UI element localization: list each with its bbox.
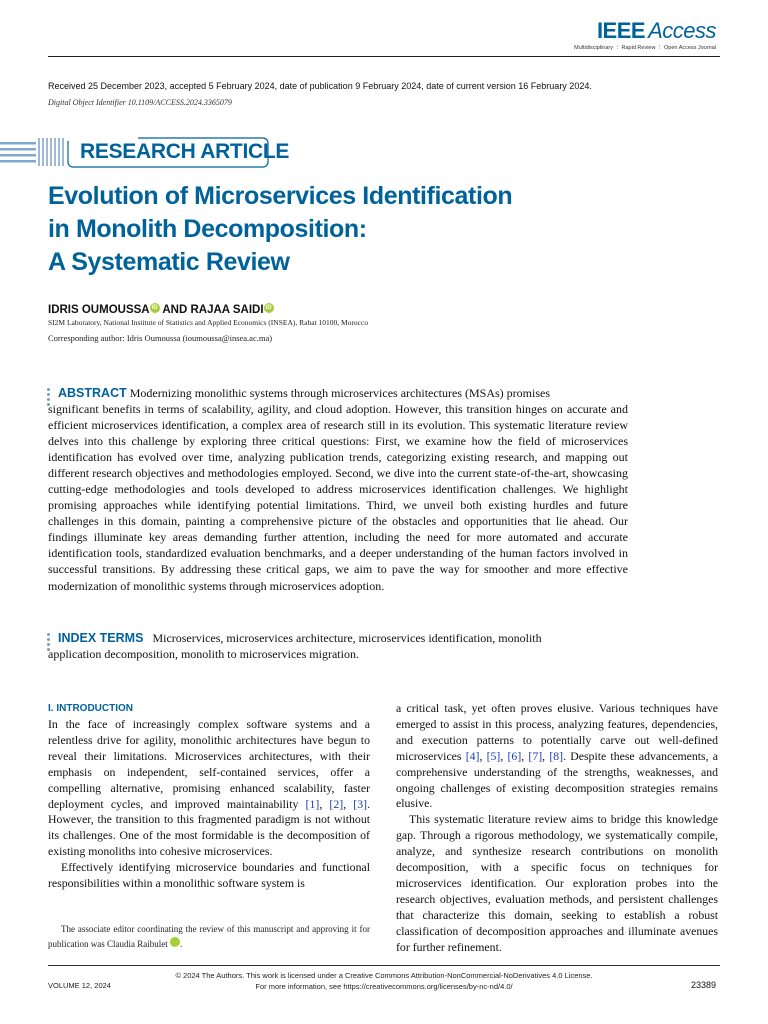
orcid-icon[interactable]: iD xyxy=(265,305,272,311)
index-terms-label: INDEX TERMS xyxy=(58,631,144,645)
paragraph-text: . Despite these advancements, a comprehensive understanding of the strengths, weaknesses, and ongoing challenges of existing decomposition strategies remains elusive. xyxy=(396,748,719,811)
header-divider xyxy=(48,56,720,57)
author-name: IDRIS OUMOUSSA xyxy=(48,304,150,316)
doi-line: Digital Object Identifier 10.1109/ACCESS.2024.3365079 xyxy=(48,98,232,107)
footer-divider xyxy=(48,965,720,966)
paper-title xyxy=(48,180,608,279)
citation-link[interactable]: [4] xyxy=(465,748,480,763)
orcid-icon[interactable]: iD xyxy=(170,937,180,947)
license-line-2[interactable]: For more information, see https://creativecommons.org/licenses/by-nc-nd/4.0/ xyxy=(255,982,513,991)
abstract-label: ABSTRACT xyxy=(58,386,127,400)
citation-link[interactable]: [3] xyxy=(353,796,368,811)
index-terms-lead: Microservices, microservices architecture, microservices identification, monolith xyxy=(152,631,542,645)
citation-link[interactable]: [5] xyxy=(486,748,501,763)
citation-link[interactable]: [6] xyxy=(507,748,522,763)
logo-access-text: Access xyxy=(648,18,716,43)
section-heading-introduction: I. INTRODUCTION xyxy=(48,703,133,714)
volume-label: VOLUME 12, 2024 xyxy=(48,981,111,990)
footnote-text: The associate editor coordinating the review of this manuscript and approving it for publication was Claudia Raibulet xyxy=(48,924,370,949)
citation-link[interactable]: [7] xyxy=(528,748,543,763)
journal-logo xyxy=(597,18,716,44)
index-terms-first-line xyxy=(58,630,628,646)
paragraph-text: . However, the transition to this fragmented paradigm is not without its challenges. One of the most formidable is the decomposition of existing monoliths into cohesive microservices. xyxy=(48,796,371,859)
abstract-text: significant benefits in terms of scalability, agility, and cloud adoption. However, this transition hinges on accurate and efficient microservices identification, a complex area of research still in its evolution. This systematic literature review delves into this challenge by exploring three critical questions: First, we examine how the field of microservices identification has evolved over time, analyzing publication trends, categorizing existing research, and mapping out different research objectives and methodologies employed. Second, we dive into the current state-of-the-art, showcasing cutting-edge methodologies and tools developed to address microservices identification challenges. We highlight promising approaches while identifying potential limitations. Third, we unveil both existing hurdles and future challenges in this domain, painting a comprehensive picture of the obstacles and opportunities that lie ahead. Our findings illuminate key areas demanding further attention, including the need for more automated and accurate identification tools, standardized evaluation benchmarks, and a deeper understanding of the human factors involved in successful transitions. By addressing these critical gaps, we aim to pave the way for smoother and more effective modernization of monolithic systems through microservices adoption. xyxy=(48,402,628,593)
citation-link[interactable]: [2] xyxy=(329,796,344,811)
intro-paragraph-3: a critical task, yet often proves elusive. Various techniques have emerged to assist in this process, analyzing features, dependencies, and execution patterns to potentially carve out well-defined microservices [4], [5], [6], [7], [8]. Despite these advancements, a comprehensive understanding of the strengths, weaknesses, and ongoing challenges of existing decomposition strategies remains elusive. xyxy=(396,701,719,811)
index-terms-continuation: application decomposition, monolith to microservices migration. xyxy=(48,647,359,661)
abstract-body xyxy=(48,401,628,594)
abstract-first-line xyxy=(58,385,628,401)
page-number: 23389 xyxy=(690,980,716,990)
intro-paragraph-1: In the face of increasingly complex software systems and a relentless drive for agility, monolithic architectures have begun to reveal their limitations. Microservices architectures, with their emphasis on independent, self-contained services, offer a compelling alternative, promising enhanced scalability, faster deployment cycles, and improved maintainability [1], [2], [3]. However, the transition to this fragmented paradigm is not without its challenges. One of the most formidable is the decomposition of existing monoliths into cohesive microservices. xyxy=(48,717,371,859)
affiliation: SI2M Laboratory, National Institute of Statistics and Applied Economics (INSEA), Rabat 10100, Morocco xyxy=(48,318,369,327)
paragraph-text: a critical task, yet often proves elusive. Various techniques have emerged to assist in this process, analyzing features, dependencies, and execution patterns to potentially carve out well-defined microservices xyxy=(396,701,718,763)
right-column xyxy=(396,701,718,956)
editor-footnote: The associate editor coordinating the review of this manuscript and approving it for publication was Claudia Raibulet iD. xyxy=(48,924,370,949)
intro-paragraph-4: This systematic literature review aims to bridge this knowledge gap. Through a rigorous methodology, we systematically compile, analyze, and synthesize research contributions on monolith decomposition, with a specific focus on techniques for microservices identification. Our exploration probes into the research objectives, evaluation methods, and persistent challenges that characterize this domain, seeking to establish a robust classification of decomposition approaches and illuminate avenues for further refinement. xyxy=(396,812,718,954)
left-column xyxy=(48,717,370,892)
title-line-3: A Systematic Review xyxy=(48,248,290,276)
author-list xyxy=(48,303,274,316)
citation-link[interactable]: [8] xyxy=(549,748,564,763)
publication-dates: Received 25 December 2023, accepted 5 February 2024, date of publication 9 February 2024, date of current version 16 February 2024. xyxy=(48,81,592,91)
paragraph-text: In the face of increasingly complex software systems and a relentless drive for agility, monolithic architectures have begun to reveal their limitations. Microservices architectures, with their emphasis on independent, self-contained services, offer a compelling alternative, promising enhanced scalability, faster deployment cycles, and improved maintainability xyxy=(48,717,370,811)
logo-ieee-text: IEEE xyxy=(596,18,646,43)
corresponding-author: Corresponding author: Idris Oumoussa (ioumoussa@insea.ac.ma) xyxy=(48,333,273,343)
title-line-1: Evolution of Microservices Identification xyxy=(48,182,513,210)
journal-tagline: Multidisciplinary ⋮ Rapid Review ⋮ Open Access Journal xyxy=(574,45,716,51)
abstract-lead: Modernizing monolithic systems through microservices architectures (MSAs) promises xyxy=(129,386,551,400)
author-name: AND RAJAA SAIDI xyxy=(162,304,264,316)
orcid-icon[interactable]: iD xyxy=(151,305,158,311)
citation-link[interactable]: [1] xyxy=(305,796,320,811)
license-notice xyxy=(0,970,768,992)
article-type-label: RESEARCH ARTICLE xyxy=(80,140,290,163)
title-line-2: in Monolith Decomposition: xyxy=(48,215,367,243)
intro-paragraph-2: Effectively identifying microservice boundaries and functional responsibilities within a monolithic software system is xyxy=(48,860,370,891)
license-line-1: © 2024 The Authors. This work is licensed under a Creative Commons Attribution-NonCommercial-NoDerivatives 4.0 License. xyxy=(175,971,593,980)
